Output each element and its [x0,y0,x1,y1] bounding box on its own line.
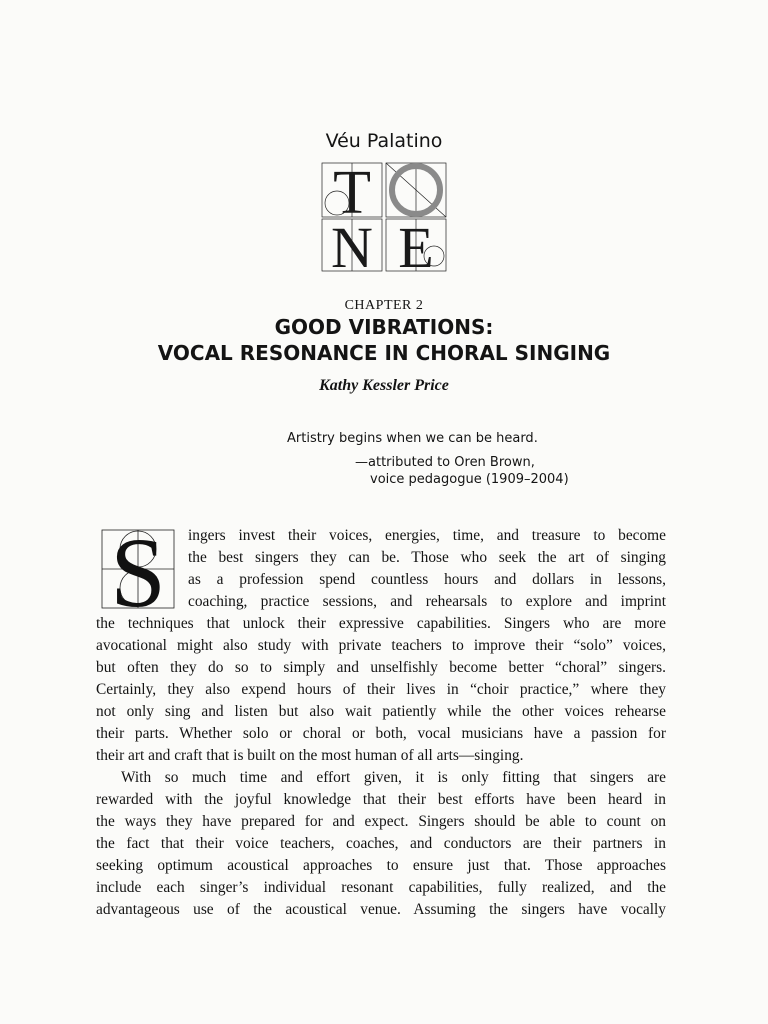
chapter-title-line-1: GOOD VIBRATIONS: [274,315,494,339]
text-line: the best singers they can be. Those who seek the art of singing [188,549,666,566]
chapter-title-line-2: VOCAL RESONANCE IN CHORAL SINGING [157,341,611,365]
text-line: not only sing and listen but also wait patiently while the other voices rehearse [96,703,666,720]
text-line: the fact that their voice teachers, coaches, and conductors are their partners in [96,835,666,852]
text-line: the techniques that unlock their expressive capabilities. Singers who are more [96,615,666,632]
text-line: With so much time and effort given, it is only fitting that singers are [121,769,666,786]
svg-text:N: N [331,215,373,274]
svg-text:E: E [398,215,434,274]
tone-logo [319,160,449,274]
text-line: the ways they have prepared for and expect. Singers should be able to count on [96,813,666,830]
author-name: Kathy Kessler Price [319,377,449,394]
svg-text:S: S [110,524,166,614]
text-line: rewarded with the joyful knowledge that their best efforts have been heard in [96,791,666,808]
chapter-label: CHAPTER 2 [344,298,424,313]
text-line: but often they do so to simply and unselfishly become better “choral” singers. [96,659,666,676]
text-line: include each singer’s individual resonant capabilities, fully realized, and the [96,879,666,896]
text-line: Certainly, they also expend hours of their lives in “choir practice,” where they [96,681,666,698]
text-line: their parts. Whether solo or choral or both, vocal musicians have a passion for [96,725,666,742]
book-title: Véu Palatino [325,130,443,152]
attribution-line-1: —attributed to Oren Brown, [355,455,535,470]
text-line: their art and craft that is built on the most human of all arts—singing. [96,747,524,764]
chapter-title [0,314,768,366]
epigraph-quote: Artistry begins when we can be heard. [287,431,538,446]
text-line: coaching, practice sessions, and rehearsals to explore and imprint [188,593,666,610]
attribution-line-2: voice pedagogue (1909–2004) [370,472,569,487]
svg-text:T: T [333,160,371,227]
text-line: seeking optimum acoustical approaches to ensure just that. Those approaches [96,857,666,874]
text-line: ingers invest their voices, energies, time, and treasure to become [188,527,666,544]
epigraph-attribution [355,454,569,488]
text-line: avocational might also study with private teachers to improve their “solo” voices, [96,637,666,654]
text-line: as a profession spend countless hours and dollars in lessons, [188,571,666,588]
text-line: advantageous use of the acoustical venue. Assuming the singers have vocally [96,901,666,918]
drop-cap [96,524,180,614]
